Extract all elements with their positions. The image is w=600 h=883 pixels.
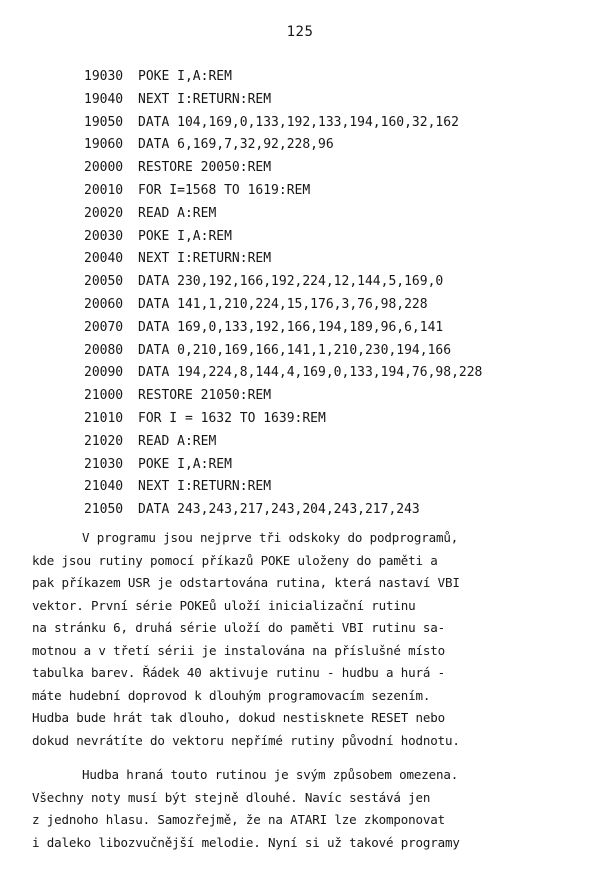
statement: FOR I = 1632 TO 1639:REM xyxy=(138,410,326,426)
line-number: 21030 xyxy=(84,456,124,472)
code-line xyxy=(84,431,584,454)
statement: RESTORE 20050:REM xyxy=(138,160,272,176)
statement: READ A:REM xyxy=(138,433,217,449)
line-number: 20010 xyxy=(84,182,124,198)
statement: READ A:REM xyxy=(138,205,217,221)
text-line: pak příkazem USR je odstartována rutina, která nastaví VBI xyxy=(32,575,460,590)
page-number: 125 xyxy=(286,24,314,40)
line-number: 21010 xyxy=(84,410,124,426)
paragraph-explanation xyxy=(32,527,572,752)
statement: DATA 0,210,169,166,141,1,210,230,194,166 xyxy=(138,342,452,358)
code-line xyxy=(84,385,584,408)
code-line xyxy=(84,340,584,363)
code-line xyxy=(84,157,584,180)
line-number: 21020 xyxy=(84,433,124,449)
text-line: máte hudební doprovod k dlouhým programovacím sezením. xyxy=(32,687,431,703)
statement: DATA 194,224,8,144,4,169,0,133,194,76,98,228 xyxy=(138,365,483,381)
text-line: i daleko libozvučnější melodie. Nyní si už takové programy xyxy=(32,834,460,850)
line-number: 20050 xyxy=(84,274,124,290)
paragraph-music-limits xyxy=(32,764,572,854)
line-number: 19060 xyxy=(84,137,124,153)
statement: DATA 141,1,210,224,15,176,3,76,98,228 xyxy=(138,296,428,312)
code-line xyxy=(84,248,584,271)
code-line xyxy=(84,112,584,135)
line-number: 19030 xyxy=(84,69,124,84)
code-line xyxy=(84,271,584,294)
code-line xyxy=(84,499,584,522)
line-number: 19050 xyxy=(84,114,124,130)
statement: NEXT I:RETURN:REM xyxy=(138,479,272,495)
text-line: V programu jsou nejprve tři odskoky do podprogramů, xyxy=(82,530,459,545)
line-number: 20060 xyxy=(84,296,124,312)
text-line: Hudba bude hrát tak dlouho, dokud nestisknete RESET nebo xyxy=(32,710,446,725)
statement: NEXT I:RETURN:REM xyxy=(138,91,272,107)
text-line: tabulka barev. Řádek 40 aktivuje rutinu - hudbu a hurá - xyxy=(32,665,446,680)
text-line: z jednoho hlasu. Samozřejmě, že na ATARI lze zkomponovat xyxy=(32,812,446,827)
text-line: na stránku 6, druhá série uloží do paměti VBI rutinu sa- xyxy=(32,620,446,635)
code-line xyxy=(84,408,584,431)
line-number: 20070 xyxy=(84,319,124,335)
code-line xyxy=(84,362,584,385)
line-number: 20000 xyxy=(84,160,124,176)
code-line xyxy=(84,66,584,89)
statement: FOR I=1568 TO 1619:REM xyxy=(138,182,311,198)
statement: POKE I,A:REM xyxy=(138,69,232,84)
line-number: 20030 xyxy=(84,228,124,244)
line-number: 21000 xyxy=(84,388,124,404)
text-line: vektor. První série POKEů uloží inicializační rutinu xyxy=(32,597,416,613)
text-line: motnou a v třetí sérii je instalována na příslušné místo xyxy=(32,642,446,658)
code-line xyxy=(84,134,584,157)
statement: DATA 243,243,217,243,204,243,217,243 xyxy=(138,502,420,518)
code-line xyxy=(84,294,584,317)
line-number: 20090 xyxy=(84,365,124,381)
statement: DATA 104,169,0,133,192,133,194,160,32,162 xyxy=(138,114,459,130)
text-line: Všechny noty musí být stejně dlouhé. Navíc sestává jen xyxy=(32,789,431,805)
statement: DATA 6,169,7,32,92,228,96 xyxy=(138,137,334,153)
code-line xyxy=(84,226,584,249)
basic-listing xyxy=(84,66,584,522)
statement: DATA 169,0,133,192,166,194,189,96,6,141 xyxy=(138,319,444,335)
code-line xyxy=(84,317,584,340)
line-number: 21040 xyxy=(84,479,124,495)
line-number: 20040 xyxy=(84,251,124,267)
statement: RESTORE 21050:REM xyxy=(138,388,272,404)
line-number: 19040 xyxy=(84,91,124,107)
text-line: kde jsou rutiny pomocí příkazů POKE uloženy do paměti a xyxy=(32,552,438,568)
code-line xyxy=(84,454,584,477)
line-number: 21050 xyxy=(84,502,124,518)
statement: POKE I,A:REM xyxy=(138,228,232,244)
code-line xyxy=(84,180,584,203)
code-line xyxy=(84,476,584,499)
text-line: Hudba hraná touto rutinou je svým způsobem omezena. xyxy=(82,767,459,782)
code-line xyxy=(84,203,584,226)
statement: POKE I,A:REM xyxy=(138,456,232,472)
line-number: 20020 xyxy=(84,205,124,221)
statement: DATA 230,192,166,192,224,12,144,5,169,0 xyxy=(138,274,444,290)
text-line: dokud nevrátíte do vektoru nepřímé rutiny původní hodnotu. xyxy=(32,732,460,748)
code-line xyxy=(84,89,584,112)
line-number: 20080 xyxy=(84,342,124,358)
statement: NEXT I:RETURN:REM xyxy=(138,251,272,267)
